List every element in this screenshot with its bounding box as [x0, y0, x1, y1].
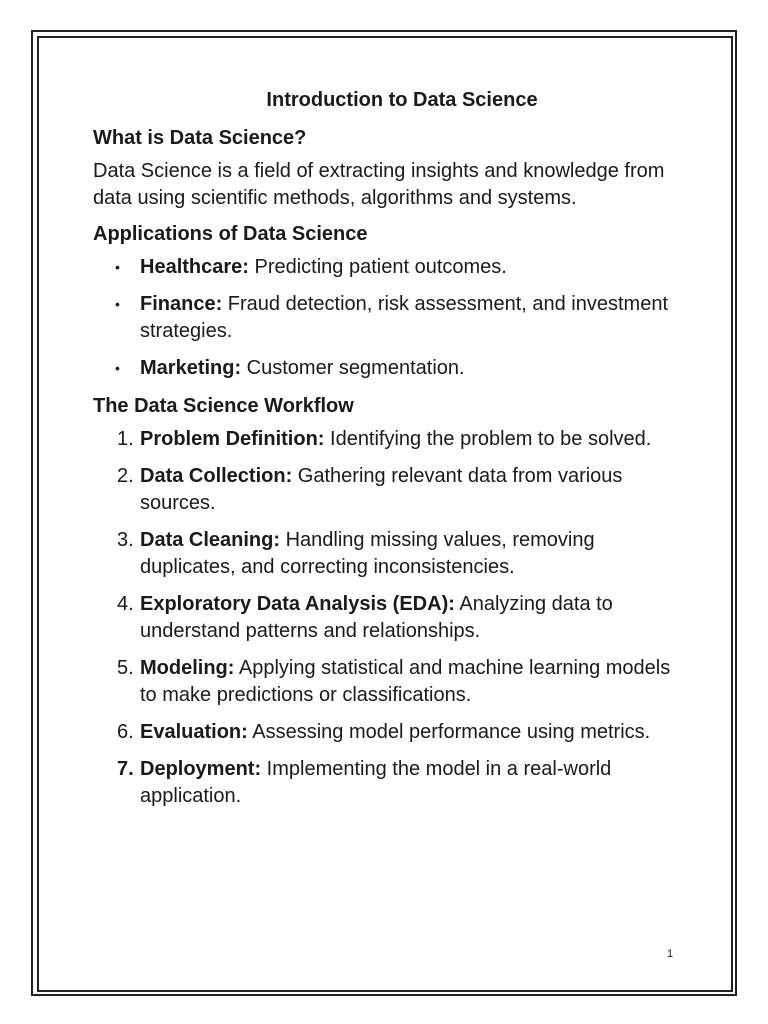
workflow-step: [93, 426, 683, 453]
workflow-step: [93, 591, 683, 645]
step-number: 5.: [117, 657, 134, 679]
application-item-finance: [93, 291, 683, 345]
step-text: Identifying the problem to be solved.: [324, 428, 652, 450]
step-number: 2.: [117, 465, 134, 487]
application-text: Predicting patient outcomes.: [248, 256, 507, 278]
workflow-step: [93, 463, 683, 517]
step-text: Analyzing data to understand patterns and relationships.: [140, 593, 613, 642]
section-heading-workflow: The Data Science Workflow: [93, 395, 354, 417]
workflow-step: [93, 719, 683, 746]
step-number: 3.: [117, 529, 134, 551]
document-body: [93, 86, 683, 820]
step-label: Exploratory Data Analysis (EDA):: [140, 593, 455, 615]
step-number: 1.: [117, 428, 134, 450]
step-label: Data Collection:: [140, 465, 293, 487]
step-label: Data Cleaning:: [140, 529, 281, 551]
application-label: Healthcare:: [140, 256, 249, 278]
bullet-marker: •: [115, 360, 120, 376]
step-label: Deployment:: [140, 758, 262, 780]
section-heading-what-is: What is Data Science?: [93, 127, 307, 149]
workflow-step: [93, 527, 683, 581]
bullet-marker: •: [115, 296, 120, 312]
step-number: 6.: [117, 721, 134, 743]
step-label: Evaluation:: [140, 721, 248, 743]
section-heading-applications: Applications of Data Science: [93, 223, 368, 245]
page-number: 1: [666, 948, 674, 960]
step-label: Problem Definition:: [140, 428, 325, 450]
application-item-marketing: [93, 355, 683, 382]
step-number: 4.: [117, 593, 134, 615]
application-label: Marketing:: [140, 357, 242, 379]
step-text: Gathering relevant data from various sources.: [140, 465, 623, 514]
application-label: Finance:: [140, 293, 223, 315]
step-text: Assessing model performance using metrics.: [247, 721, 651, 743]
application-text: Customer segmentation.: [241, 357, 465, 379]
applications-list: [93, 254, 683, 382]
workflow-step: [93, 655, 683, 709]
application-item-healthcare: [93, 254, 683, 281]
document-title: Introduction to Data Science: [266, 89, 538, 111]
step-text: Implementing the model in a real-world application.: [140, 758, 612, 807]
step-text: Handling missing values, removing duplicates, and correcting inconsistencies.: [140, 529, 595, 578]
step-number: 7.: [117, 758, 134, 780]
workflow-step: [93, 756, 683, 810]
step-label: Modeling:: [140, 657, 235, 679]
bullet-marker: •: [115, 259, 120, 275]
workflow-steps-list: [93, 426, 683, 810]
step-text: Applying statistical and machine learning models to make predictions or classifications.: [140, 657, 671, 706]
application-text: Fraud detection, risk assessment, and investment strategies.: [140, 293, 669, 342]
intro-paragraph: Data Science is a field of extracting insights and knowledge from data using scientific methods, algorithms and systems.: [93, 160, 665, 209]
